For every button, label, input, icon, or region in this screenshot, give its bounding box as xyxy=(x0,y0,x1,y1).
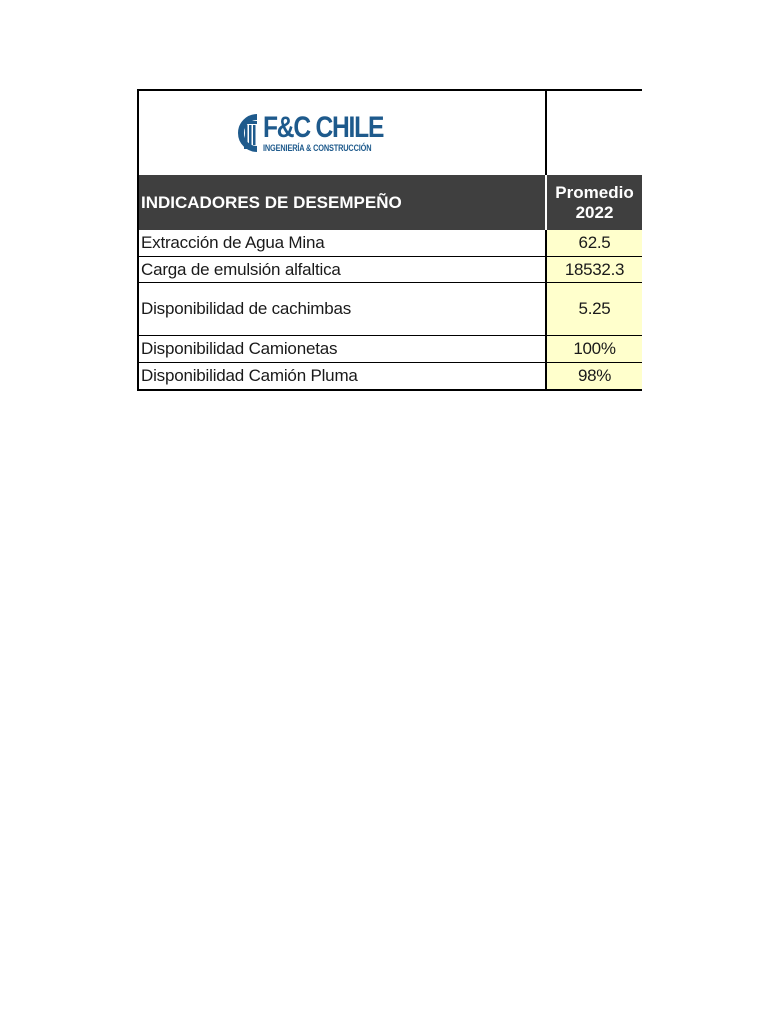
indicator-label: Carga de emulsión alfaltica xyxy=(139,257,547,282)
indicator-value: 100% xyxy=(547,336,642,362)
table-header-row xyxy=(137,175,642,230)
logo-brand-text: F&C CHILE xyxy=(263,111,384,144)
logo-row xyxy=(137,89,642,175)
indicator-label: Disponibilidad Camionetas xyxy=(139,336,547,362)
company-logo xyxy=(235,111,410,155)
table-row xyxy=(137,257,642,283)
indicator-value: 18532.3 xyxy=(547,257,642,282)
indicators-table xyxy=(137,89,642,391)
column-logo-icon xyxy=(235,111,261,155)
indicator-label: Disponibilidad de cachimbas xyxy=(139,283,547,335)
table-row xyxy=(137,283,642,336)
header-average-label xyxy=(547,175,642,230)
table-row xyxy=(137,230,642,257)
logo-cell xyxy=(139,91,547,175)
logo-empty-cell xyxy=(547,91,642,175)
header-indicators-label: INDICADORES DE DESEMPEÑO xyxy=(139,175,547,230)
table-row xyxy=(137,336,642,363)
table-row xyxy=(137,363,642,391)
header-average-line1: Promedio xyxy=(555,182,634,202)
indicator-label: Disponibilidad Camión Pluma xyxy=(139,363,547,389)
indicator-label: Extracción de Agua Mina xyxy=(139,230,547,256)
indicator-value: 98% xyxy=(547,363,642,389)
header-average-line2: 2022 xyxy=(575,202,614,222)
logo-tagline-text: INGENIERÍA & CONSTRUCCIÓN xyxy=(263,143,372,153)
indicator-value: 5.25 xyxy=(547,283,642,335)
indicator-value: 62.5 xyxy=(547,230,642,256)
